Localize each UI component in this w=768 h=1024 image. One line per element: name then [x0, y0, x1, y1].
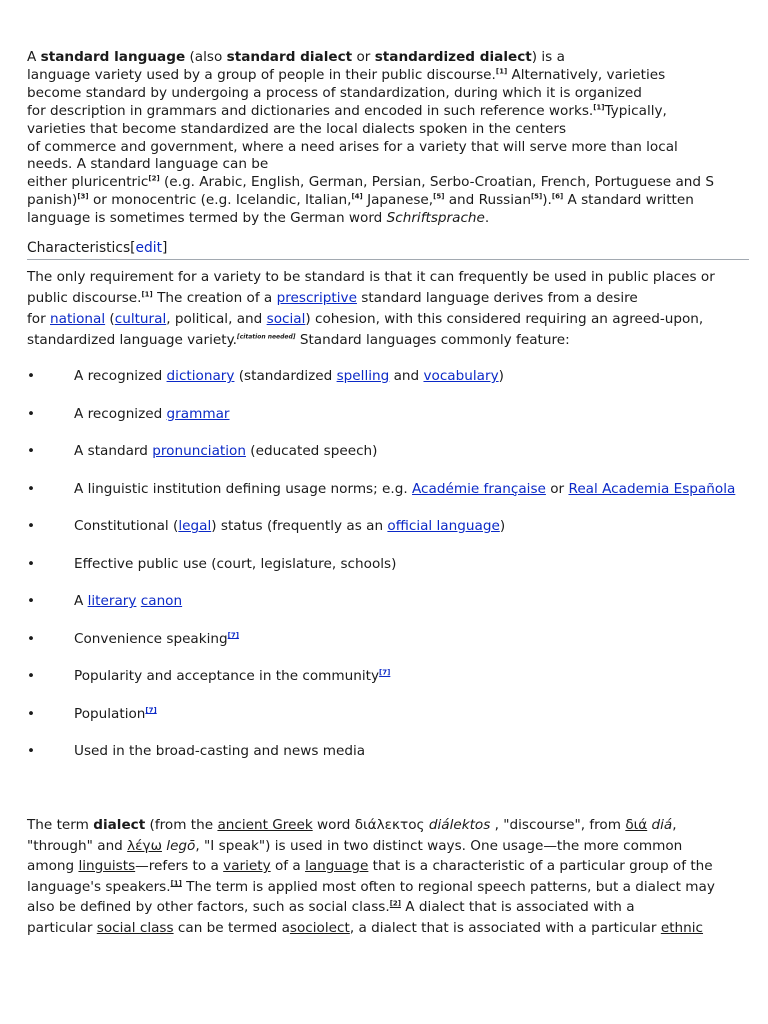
text: panish) — [27, 192, 78, 209]
text: Effective public use (court, legislature, schools) — [74, 555, 397, 572]
text: The only requirement for a variety to be standard is that it can frequently be used in public places or — [27, 269, 715, 286]
bullet-icon: • — [27, 480, 36, 497]
text: A linguistic institution defining usage norms; e.g. — [74, 480, 412, 497]
text: A recognized — [74, 368, 167, 385]
text: A — [74, 593, 88, 610]
link-academie-francaise[interactable]: Académie française — [412, 480, 546, 497]
link-official-language[interactable]: official language — [387, 518, 500, 535]
link-pronunciation[interactable]: pronunciation — [152, 443, 246, 460]
text: , "I speak") is used in two distinct ways. One usage—the more common — [195, 837, 683, 854]
text: A — [27, 49, 41, 65]
intro-paragraph — [27, 49, 749, 228]
text: standardized language variety. — [27, 332, 237, 349]
list-item — [27, 555, 749, 574]
bullet-icon: • — [27, 555, 36, 572]
citation-ref[interactable] — [228, 631, 239, 639]
term-standard-dialect: standard dialect — [226, 49, 353, 65]
list-item — [27, 480, 749, 499]
bullet-icon: • — [27, 405, 36, 422]
bullet-icon: • — [27, 518, 36, 535]
text: The creation of a — [152, 290, 277, 307]
link-national[interactable]: national — [50, 311, 106, 328]
text: The term — [27, 817, 94, 834]
edit-link[interactable]: edit — [135, 240, 163, 257]
citation-link[interactable]: [2] — [389, 899, 401, 908]
bracket: [ — [237, 333, 240, 341]
citation-ref[interactable]: [5] — [530, 192, 543, 201]
text: "through" and — [27, 837, 128, 854]
term-dia: diá — [647, 817, 673, 834]
text: or — [545, 480, 569, 497]
text: (from the — [145, 817, 218, 834]
text: standard language derives from a desire — [356, 290, 638, 307]
text: The term is applied most often to regional speech patterns, but a dialect may — [181, 878, 715, 895]
text: language is sometimes termed by the German word — [27, 210, 387, 227]
link-dictionary[interactable]: dictionary — [166, 368, 235, 385]
link-language[interactable]: language — [305, 858, 369, 875]
list-item — [27, 442, 749, 461]
citation-ref[interactable]: [2] — [148, 174, 160, 183]
text: Standard languages commonly feature: — [295, 332, 570, 349]
link-sociolect[interactable]: sociolect — [289, 919, 350, 936]
edit-bracket: ] — [162, 240, 168, 257]
text: . — [484, 210, 490, 227]
list-item — [27, 667, 749, 686]
citation-ref[interactable]: [6] — [551, 192, 564, 201]
citation-ref[interactable] — [145, 706, 156, 714]
features-list — [27, 367, 749, 761]
text: language variety used by a group of people in their public discourse. — [27, 66, 496, 83]
link-ethnic[interactable]: ethnic — [660, 919, 704, 936]
text: A dialect that is associated with a — [400, 899, 635, 916]
link-spelling[interactable]: spelling — [336, 368, 390, 385]
citation-link[interactable]: [7] — [145, 706, 157, 715]
list-item — [27, 592, 749, 611]
link-legal[interactable]: legal — [178, 518, 212, 535]
text: ) is a — [531, 49, 565, 65]
citation-ref[interactable]: [1] — [495, 67, 508, 76]
text: Japanese, — [362, 192, 434, 209]
text: of a — [270, 858, 306, 875]
term-schriftsprache: Schriftsprache — [386, 210, 485, 227]
term-dialektos: diálektos — [428, 817, 491, 834]
bullet-icon: • — [27, 443, 36, 460]
text: (educated speech) — [245, 443, 378, 460]
citation-needed-ref[interactable] — [237, 334, 296, 341]
list-item — [27, 742, 749, 761]
article-body — [27, 49, 749, 938]
text: word διάλεκτος — [312, 817, 429, 834]
link-lego[interactable]: λέγω — [127, 837, 162, 854]
text: ) status (frequently as an — [211, 518, 388, 535]
text: and — [389, 368, 424, 385]
text: A standard written — [563, 192, 694, 209]
text: also be defined by other factors, such as social class. — [27, 899, 390, 916]
text: ) cohesion, with this considered requiring an agreed-upon, — [305, 311, 704, 328]
text: ( — [105, 311, 115, 328]
citation-ref[interactable]: [4] — [351, 192, 363, 201]
text: either pluricentric — [27, 174, 149, 191]
text: Convenience speaking — [74, 630, 228, 647]
citation-ref[interactable]: [1] — [141, 290, 153, 299]
text: Typically, — [604, 102, 667, 119]
citation-ref[interactable] — [379, 669, 390, 677]
text: Constitutional ( — [74, 518, 179, 535]
text: for — [27, 311, 51, 328]
text: among — [27, 858, 79, 875]
text: varieties that become standardized are the local dialects spoken in the centers — [27, 120, 567, 137]
text: or monocentric (e.g. Icelandic, Italian, — [88, 192, 352, 209]
link-social-class[interactable]: social class — [96, 919, 174, 936]
text: of commerce and government, where a need arises for a variety that will serve more than local — [27, 138, 678, 155]
text: language's speakers. — [27, 878, 171, 895]
link-cultural[interactable]: cultural — [114, 311, 167, 328]
term-lego: legō — [161, 837, 196, 854]
link-canon[interactable]: canon — [140, 593, 183, 610]
text: can be termed a — [173, 919, 290, 936]
link-literary[interactable]: literary — [87, 593, 137, 610]
list-item — [27, 630, 749, 649]
bullet-icon: • — [27, 743, 36, 760]
text: , "discourse", from — [490, 817, 626, 834]
text: or — [352, 49, 375, 65]
bullet-icon: • — [27, 705, 36, 722]
text: for description in grammars and dictionaries and encoded in such reference works. — [27, 102, 594, 119]
text: A recognized — [74, 405, 167, 422]
characteristics-paragraph — [27, 267, 749, 351]
list-item — [27, 705, 749, 724]
list-item — [27, 405, 749, 424]
citation-link[interactable]: [7] — [379, 668, 391, 677]
text: public discourse. — [27, 290, 142, 307]
text: , political, and — [166, 311, 267, 328]
text: , a dialect that is associated with a particular — [349, 919, 661, 936]
bullet-icon: • — [27, 368, 36, 385]
citation-ref[interactable]: [3] — [77, 192, 89, 201]
link-prescriptive[interactable]: prescriptive — [276, 290, 357, 307]
text: particular — [27, 919, 97, 936]
text: Used in the broad-casting and news media — [74, 743, 366, 760]
link-grammar[interactable]: grammar — [166, 405, 230, 422]
link-variety[interactable]: variety — [223, 858, 271, 875]
text: (e.g. Arabic, English, German, Persian, Serbo-Croatian, French, Portuguese and S — [159, 174, 714, 191]
citation-ref[interactable] — [171, 879, 182, 887]
link-social[interactable]: social — [266, 311, 306, 328]
link-vocabulary[interactable]: vocabulary — [423, 368, 499, 385]
citation-ref[interactable]: [1] — [593, 103, 605, 112]
citation-needed-text: citation needed — [239, 333, 293, 341]
citation-link[interactable]: [1] — [170, 879, 182, 888]
text: and Russian — [444, 192, 531, 209]
text: Popularity and acceptance in the community — [74, 668, 380, 685]
bullet-icon: • — [27, 593, 36, 610]
section-title: Characteristics — [27, 240, 131, 257]
edit-bracket: [ — [130, 240, 136, 257]
term-standard-language: standard language — [40, 49, 186, 65]
text: Alternatively, varieties — [507, 66, 666, 83]
link-dia[interactable]: διά — [625, 817, 648, 834]
section-heading-characteristics — [27, 240, 749, 260]
text: (also — [185, 49, 227, 65]
dialect-paragraph — [27, 815, 749, 938]
link-linguists[interactable]: linguists — [78, 858, 136, 875]
list-item — [27, 517, 749, 536]
text: —refers to a — [135, 858, 224, 875]
text: ) — [498, 368, 504, 385]
bullet-icon: • — [27, 630, 36, 647]
text: ) — [499, 518, 506, 535]
term-dialect: dialect — [93, 817, 146, 834]
bracket: ] — [292, 333, 296, 341]
list-item — [27, 367, 749, 386]
citation-link[interactable]: [7] — [227, 631, 239, 640]
link-real-academia-espanola[interactable]: Real Academia Española — [568, 480, 736, 497]
link-ancient-greek[interactable]: ancient Greek — [217, 817, 313, 834]
text: ). — [542, 192, 552, 209]
text: that is a characteristic of a particular group of the — [368, 858, 713, 875]
citation-ref[interactable] — [390, 900, 401, 908]
text: needs. A standard language can be — [27, 156, 269, 173]
text: A standard — [74, 443, 153, 460]
text: become standard by undergoing a process of standardization, during which it is organized — [27, 84, 642, 101]
term-standardized-dialect: standardized dialect — [374, 49, 532, 65]
bullet-icon: • — [27, 668, 36, 685]
text: (standardized — [234, 368, 337, 385]
text: , — [672, 817, 677, 834]
text: Population — [74, 705, 146, 722]
citation-ref[interactable]: [5] — [433, 192, 445, 201]
